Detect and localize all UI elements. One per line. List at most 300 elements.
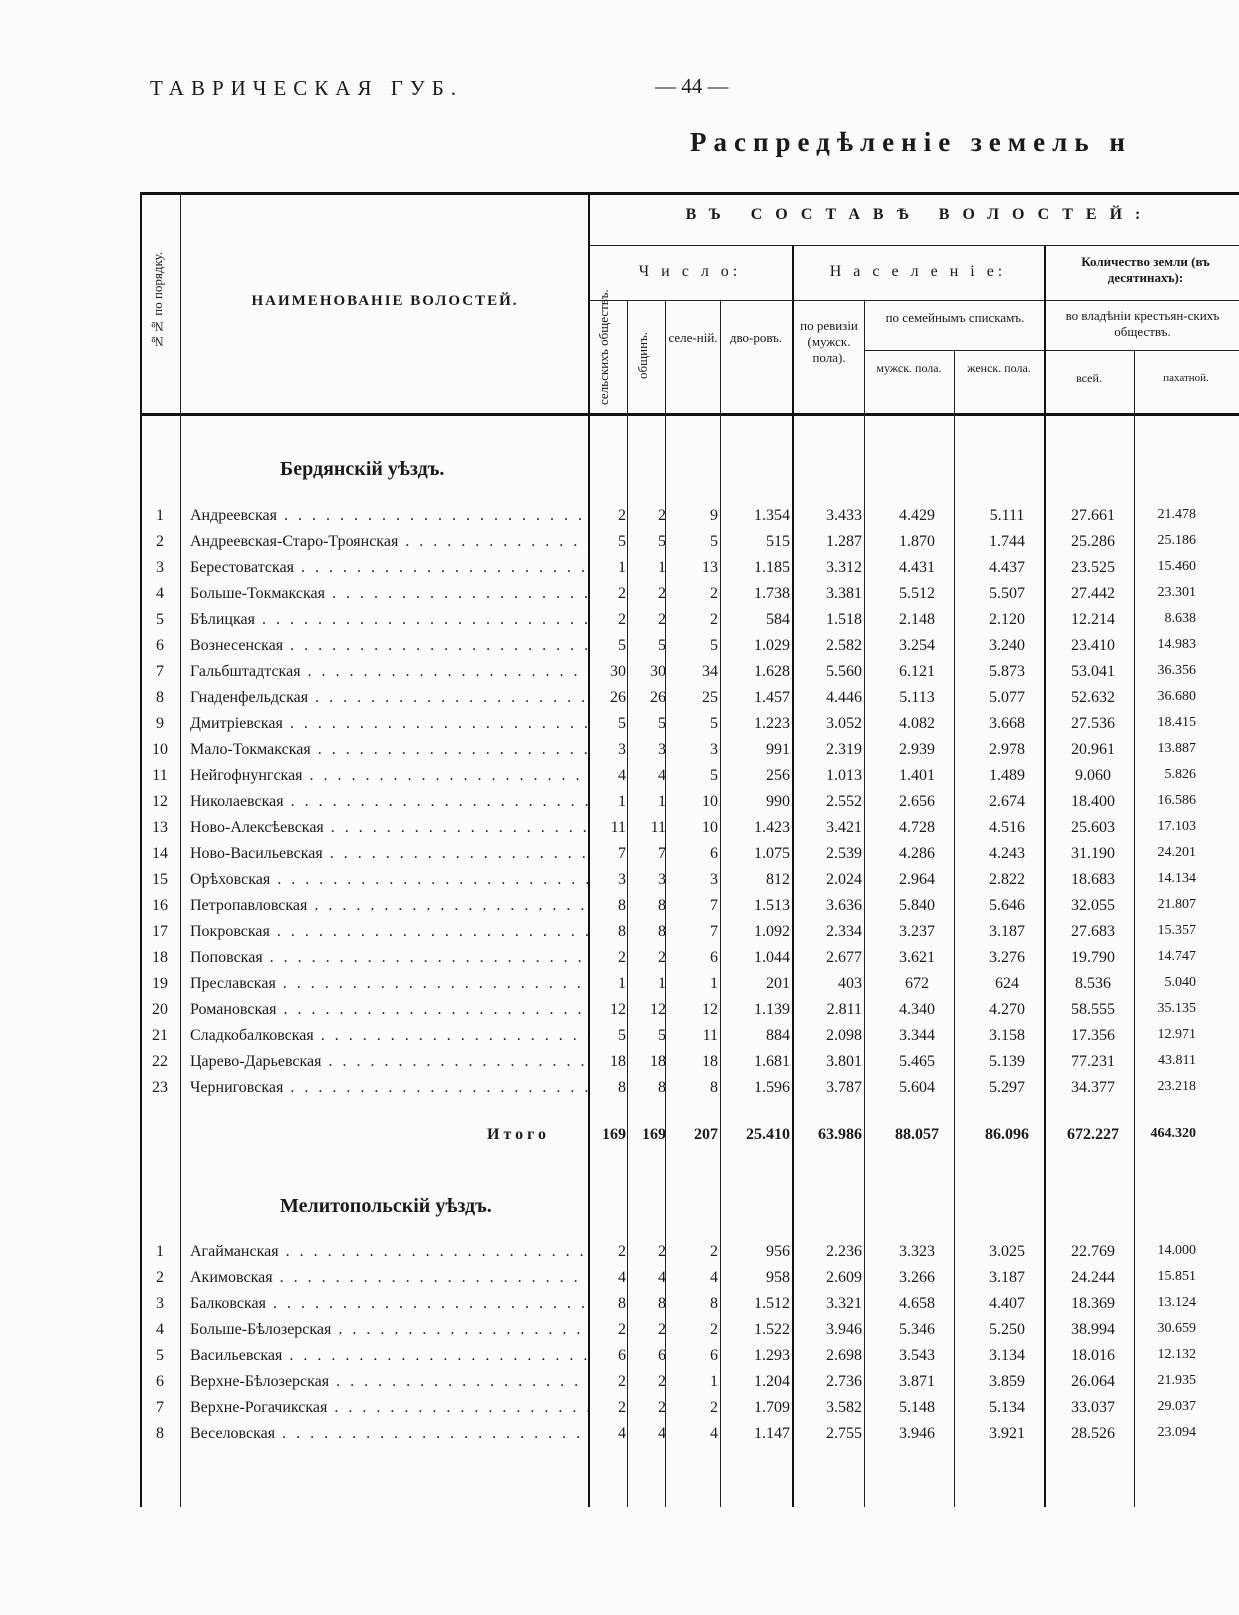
- villages: 6: [710, 949, 718, 966]
- households: 1.522: [754, 1321, 790, 1338]
- row-number: 8: [156, 1425, 164, 1442]
- table-row: [140, 923, 1239, 949]
- volost-name: Черниговская . . .: [190, 1079, 590, 1097]
- households: 1.513: [754, 897, 790, 914]
- villages: 6: [710, 845, 718, 862]
- revision-males: 2.552: [826, 793, 862, 810]
- volost-name: Ново-Васильевская . . .: [190, 845, 590, 863]
- rural-societies: 6: [618, 1347, 626, 1364]
- rural-societies: 11: [610, 819, 626, 836]
- land-arable: 43.811: [1158, 1053, 1196, 1068]
- family-males: 3.871: [899, 1373, 935, 1390]
- group-population-header: Н а с е л е н і е:: [829, 263, 1007, 280]
- revision-males: 2.582: [826, 637, 862, 654]
- table-row: [140, 1243, 1239, 1269]
- col-male-header: мужск. пола.: [876, 361, 942, 375]
- villages: 207: [694, 1126, 718, 1143]
- family-males: 4.658: [899, 1295, 935, 1312]
- volost-name: Царево-Дарьевская . . .: [190, 1053, 590, 1071]
- col-revision-header: по ревизіи (мужск. пола).: [800, 318, 858, 365]
- family-females: 3.134: [989, 1347, 1025, 1364]
- family-females: 4.270: [989, 1001, 1025, 1018]
- land-arable: 29.037: [1157, 1399, 1196, 1414]
- land-arable: 14.000: [1157, 1243, 1196, 1258]
- family-females: 2.978: [989, 741, 1025, 758]
- volost-name: Верхне-Рогачикская . . .: [190, 1399, 590, 1417]
- communes: 2: [658, 949, 666, 966]
- volost-name: Акимовская . . .: [190, 1269, 590, 1287]
- villages: 11: [702, 1027, 718, 1044]
- row-number: 1: [156, 1243, 164, 1260]
- communes: 2: [658, 1399, 666, 1416]
- land-arable: 21.935: [1157, 1373, 1196, 1388]
- rural-societies: 2: [618, 949, 626, 966]
- communes: 2: [658, 1373, 666, 1390]
- rural-societies: 5: [618, 1027, 626, 1044]
- volost-name: Романовская . . .: [190, 1001, 590, 1019]
- row-number: 15: [152, 871, 168, 888]
- communes: 26: [650, 689, 666, 706]
- communes: 2: [658, 1321, 666, 1338]
- table-row: [140, 1425, 1239, 1451]
- family-females: 3.276: [989, 949, 1025, 966]
- family-males: 3.266: [899, 1269, 935, 1286]
- row-number: 11: [152, 767, 168, 784]
- villages: 10: [702, 793, 718, 810]
- running-head: ТАВРИЧЕСКАЯ ГУБ.: [150, 76, 464, 100]
- volost-name: Васильевская . . .: [190, 1347, 590, 1365]
- family-females: 3.187: [989, 923, 1025, 940]
- land-arable: 25.186: [1157, 533, 1196, 548]
- households: 584: [766, 611, 790, 628]
- volost-name: Орѣховская . . .: [190, 871, 590, 889]
- villages: 2: [710, 611, 718, 628]
- family-males: 3.543: [899, 1347, 935, 1364]
- col-communes-header: общинъ.: [635, 331, 650, 379]
- communes: 3: [658, 871, 666, 888]
- table-row: [140, 663, 1239, 689]
- family-males: 4.429: [899, 507, 935, 524]
- table-row: [140, 819, 1239, 845]
- land-total: 25.603: [1071, 819, 1115, 836]
- revision-males: 3.801: [826, 1053, 862, 1070]
- table-row: [140, 793, 1239, 819]
- table-row: [140, 637, 1239, 663]
- volost-name: Сладкобалковская . . .: [190, 1027, 590, 1045]
- family-males: 4.340: [899, 1001, 935, 1018]
- households: 991: [766, 741, 790, 758]
- land-arable: 23.094: [1157, 1425, 1196, 1440]
- volost-name: Агайманская . . .: [190, 1243, 590, 1261]
- communes: 5: [658, 533, 666, 550]
- row-number: 6: [156, 637, 164, 654]
- households: 1.293: [754, 1347, 790, 1364]
- land-total: 38.994: [1071, 1321, 1115, 1338]
- row-number: 6: [156, 1373, 164, 1390]
- land-total: 58.555: [1071, 1001, 1115, 1018]
- family-males: 4.431: [899, 559, 935, 576]
- row-number: 3: [156, 1295, 164, 1312]
- revision-males: 2.024: [826, 871, 862, 888]
- family-males: 4.286: [899, 845, 935, 862]
- family-females: 3.187: [989, 1269, 1025, 1286]
- volost-name: Николаевская . . .: [190, 793, 590, 811]
- villages: 5: [710, 715, 718, 732]
- family-females: 4.516: [989, 819, 1025, 836]
- volost-name: Итого: [487, 1126, 550, 1143]
- communes: 8: [658, 1079, 666, 1096]
- family-males: 672: [905, 975, 929, 992]
- col-villages-header: селе-ній.: [668, 330, 718, 345]
- district-title: Мелитопольскій уѣздъ.: [280, 1195, 492, 1217]
- land-arable: 36.680: [1157, 689, 1196, 704]
- villages: 3: [710, 871, 718, 888]
- land-total: 18.400: [1071, 793, 1115, 810]
- rural-societies: 5: [618, 637, 626, 654]
- rural-societies: 2: [618, 611, 626, 628]
- land-arable: 30.659: [1157, 1321, 1196, 1336]
- family-females: 5.134: [989, 1399, 1025, 1416]
- family-males: 3.344: [899, 1027, 935, 1044]
- land-arable: 14.747: [1157, 949, 1196, 964]
- households: 1.681: [754, 1053, 790, 1070]
- volost-name: Бѣлицкая . . .: [190, 611, 590, 629]
- communes: 3: [658, 741, 666, 758]
- land-total: 19.790: [1071, 949, 1115, 966]
- rural-societies: 2: [618, 1321, 626, 1338]
- family-males: 1.870: [899, 533, 935, 550]
- revision-males: 3.421: [826, 819, 862, 836]
- land-arable: 15.357: [1157, 923, 1196, 938]
- villages: 6: [710, 1347, 718, 1364]
- family-males: 1.401: [899, 767, 935, 784]
- households: 990: [766, 793, 790, 810]
- land-total: 26.064: [1071, 1373, 1115, 1390]
- row-number: 18: [152, 949, 168, 966]
- villages: 5: [710, 767, 718, 784]
- table-row: [140, 949, 1239, 975]
- rural-societies: 169: [602, 1126, 626, 1143]
- villages: 5: [710, 637, 718, 654]
- revision-males: 3.787: [826, 1079, 862, 1096]
- row-number: 7: [156, 1399, 164, 1416]
- rural-societies: 4: [618, 767, 626, 784]
- row-number: 14: [152, 845, 168, 862]
- land-total: 9.060: [1075, 767, 1111, 784]
- communes: 2: [658, 507, 666, 524]
- land-total: 27.661: [1071, 507, 1115, 524]
- land-total: 53.041: [1071, 663, 1115, 680]
- family-females: 5.250: [989, 1321, 1025, 1338]
- rural-societies: 2: [618, 1399, 626, 1416]
- revision-males: 3.381: [826, 585, 862, 602]
- communes: 1: [658, 559, 666, 576]
- family-males: 2.148: [899, 611, 935, 628]
- family-females: 5.873: [989, 663, 1025, 680]
- communes: 4: [658, 1425, 666, 1442]
- row-number: 22: [152, 1053, 168, 1070]
- volost-name: Андреевская-Старо-Троянская . . .: [190, 533, 590, 551]
- table-row: [140, 1027, 1239, 1053]
- land-arable: 16.586: [1157, 793, 1196, 808]
- family-lists-header: по семейнымъ спискамъ.: [885, 310, 1025, 325]
- rural-societies: 12: [610, 1001, 626, 1018]
- table-row: [140, 585, 1239, 611]
- communes: 2: [658, 585, 666, 602]
- land-arable: 464.320: [1150, 1126, 1196, 1141]
- table-row: [140, 767, 1239, 793]
- family-females: 1.489: [989, 767, 1025, 784]
- land-arable: 12.971: [1157, 1027, 1196, 1042]
- row-number: 7: [156, 663, 164, 680]
- land-arable: 35.135: [1157, 1001, 1196, 1016]
- family-females: 4.243: [989, 845, 1025, 862]
- volost-name: Поповская . . .: [190, 949, 590, 967]
- households: 1.596: [754, 1079, 790, 1096]
- land-arable: 21.807: [1157, 897, 1196, 912]
- land-total: 8.536: [1075, 975, 1111, 992]
- rural-societies: 8: [618, 1079, 626, 1096]
- households: 1.709: [754, 1399, 790, 1416]
- table-row: [140, 715, 1239, 741]
- family-females: 3.921: [989, 1425, 1025, 1442]
- table-row: [140, 1347, 1239, 1373]
- revision-males: 2.539: [826, 845, 862, 862]
- volost-name: Вознесенская . . .: [190, 637, 590, 655]
- table-row: [140, 1399, 1239, 1425]
- family-females: 86.096: [985, 1126, 1029, 1143]
- land-total: 33.037: [1071, 1399, 1115, 1416]
- revision-males: 2.755: [826, 1425, 862, 1442]
- land-total: 672.227: [1067, 1126, 1119, 1143]
- family-males: 2.656: [899, 793, 935, 810]
- table-row: [140, 1079, 1239, 1105]
- group-count-header: Ч и с л о:: [638, 263, 742, 280]
- land-arable: 15.460: [1157, 559, 1196, 574]
- row-number: 20: [152, 1001, 168, 1018]
- land-total: 23.410: [1071, 637, 1115, 654]
- rural-societies: 2: [618, 1373, 626, 1390]
- communes: 4: [658, 767, 666, 784]
- table-row: [140, 741, 1239, 767]
- revision-males: 3.582: [826, 1399, 862, 1416]
- households: 1.204: [754, 1373, 790, 1390]
- communes: 8: [658, 923, 666, 940]
- volost-name: Андреевская . . .: [190, 507, 590, 525]
- villages: 9: [710, 507, 718, 524]
- land-arable: 5.040: [1164, 975, 1196, 990]
- households: 256: [766, 767, 790, 784]
- households: 1.354: [754, 507, 790, 524]
- family-males: 3.621: [899, 949, 935, 966]
- family-males: 5.512: [899, 585, 935, 602]
- revision-males: 4.446: [826, 689, 862, 706]
- rural-societies: 5: [618, 715, 626, 732]
- villages: 1: [710, 975, 718, 992]
- communes: 4: [658, 1269, 666, 1286]
- volost-name: Мало-Токмакская . . .: [190, 741, 590, 759]
- communes: 7: [658, 845, 666, 862]
- households: 812: [766, 871, 790, 888]
- villages: 1: [710, 1373, 718, 1390]
- rural-societies: 8: [618, 897, 626, 914]
- land-total: 18.369: [1071, 1295, 1115, 1312]
- rural-societies: 30: [610, 663, 626, 680]
- land-arable: 23.301: [1157, 585, 1196, 600]
- rural-societies: 1: [618, 559, 626, 576]
- land-total: 22.769: [1071, 1243, 1115, 1260]
- row-number: 2: [156, 1269, 164, 1286]
- households: 1.075: [754, 845, 790, 862]
- villages: 8: [710, 1295, 718, 1312]
- table-row: [140, 533, 1239, 559]
- revision-males: 3.312: [826, 559, 862, 576]
- villages: 12: [702, 1001, 718, 1018]
- villages: 5: [710, 533, 718, 550]
- rural-societies: 1: [618, 975, 626, 992]
- land-arable: 17.103: [1157, 819, 1196, 834]
- revision-males: 403: [838, 975, 862, 992]
- rural-societies: 8: [618, 1295, 626, 1312]
- communes: 2: [658, 1243, 666, 1260]
- households: 1.139: [754, 1001, 790, 1018]
- family-females: 1.744: [989, 533, 1025, 550]
- communes: 5: [658, 715, 666, 732]
- family-females: 3.240: [989, 637, 1025, 654]
- rural-societies: 2: [618, 1243, 626, 1260]
- revision-males: 3.433: [826, 507, 862, 524]
- land-total: 77.231: [1071, 1053, 1115, 1070]
- rural-societies: 2: [618, 585, 626, 602]
- table-row: [140, 1321, 1239, 1347]
- households: 1.512: [754, 1295, 790, 1312]
- revision-males: 3.321: [826, 1295, 862, 1312]
- revision-males: 3.946: [826, 1321, 862, 1338]
- revision-males: 5.560: [826, 663, 862, 680]
- villages: 4: [710, 1425, 718, 1442]
- family-females: 3.158: [989, 1027, 1025, 1044]
- land-total: 23.525: [1071, 559, 1115, 576]
- group-main-header: ВЪ СОСТАВѢ ВОЛОСТЕЙ:: [685, 206, 1154, 223]
- table-row: [140, 1295, 1239, 1321]
- revision-males: 2.609: [826, 1269, 862, 1286]
- revision-males: 2.698: [826, 1347, 862, 1364]
- households: 515: [766, 533, 790, 550]
- communes: 8: [658, 1295, 666, 1312]
- households: 1.185: [754, 559, 790, 576]
- rural-societies: 7: [618, 845, 626, 862]
- col-female-header: женск. пола.: [967, 361, 1031, 375]
- peasant-owned-header: во владѣніи крестьян-скихъ обществъ.: [1065, 308, 1220, 339]
- land-arable: 5.826: [1164, 767, 1196, 782]
- district-title: Бердянскій уѣздъ.: [280, 458, 445, 480]
- family-males: 3.946: [899, 1425, 935, 1442]
- communes: 2: [658, 611, 666, 628]
- land-total: 18.016: [1071, 1347, 1115, 1364]
- family-males: 5.346: [899, 1321, 935, 1338]
- row-number: 1: [156, 507, 164, 524]
- revision-males: 1.287: [826, 533, 862, 550]
- section-title: Распредѣленіе земель н: [690, 127, 1132, 157]
- family-males: 88.057: [895, 1126, 939, 1143]
- total-row: [140, 1126, 1239, 1152]
- family-males: 6.121: [899, 663, 935, 680]
- family-males: 5.840: [899, 897, 935, 914]
- family-males: 3.237: [899, 923, 935, 940]
- rural-societies: 26: [610, 689, 626, 706]
- households: 1.628: [754, 663, 790, 680]
- households: 1.092: [754, 923, 790, 940]
- rural-societies: 3: [618, 741, 626, 758]
- table-row: [140, 1269, 1239, 1295]
- rural-societies: 4: [618, 1425, 626, 1442]
- land-arable: 14.983: [1157, 637, 1196, 652]
- row-number: 2: [156, 533, 164, 550]
- family-females: 5.077: [989, 689, 1025, 706]
- family-females: 4.407: [989, 1295, 1025, 1312]
- col-arable-header: пахатной.: [1163, 372, 1209, 384]
- col-total-land-header: всей.: [1076, 371, 1102, 385]
- volost-name: Нейгофнунгская . . .: [190, 767, 590, 785]
- communes: 6: [658, 1347, 666, 1364]
- family-females: 2.120: [989, 611, 1025, 628]
- villages: 3: [710, 741, 718, 758]
- family-males: 3.254: [899, 637, 935, 654]
- page-number: — 44 —: [655, 74, 729, 98]
- row-number: 23: [152, 1079, 168, 1096]
- volost-name: Петропавловская . . .: [190, 897, 590, 915]
- family-females: 5.297: [989, 1079, 1025, 1096]
- villages: 2: [710, 585, 718, 602]
- communes: 18: [650, 1053, 666, 1070]
- family-males: 2.964: [899, 871, 935, 888]
- revision-males: 1.013: [826, 767, 862, 784]
- row-number: 9: [156, 715, 164, 732]
- revision-males: 2.736: [826, 1373, 862, 1390]
- family-females: 3.859: [989, 1373, 1025, 1390]
- households: 201: [766, 975, 790, 992]
- land-total: 18.683: [1071, 871, 1115, 888]
- communes: 1: [658, 793, 666, 810]
- rural-societies: 5: [618, 533, 626, 550]
- row-number: 16: [152, 897, 168, 914]
- table-row: [140, 689, 1239, 715]
- villages: 13: [702, 559, 718, 576]
- family-males: 5.604: [899, 1079, 935, 1096]
- revision-males: 2.098: [826, 1027, 862, 1044]
- row-number: 10: [152, 741, 168, 758]
- land-total: 52.632: [1071, 689, 1115, 706]
- households: 1.223: [754, 715, 790, 732]
- family-females: 3.668: [989, 715, 1025, 732]
- table-row: [140, 1001, 1239, 1027]
- land-total: 25.286: [1071, 533, 1115, 550]
- villages: 2: [710, 1399, 718, 1416]
- communes: 12: [650, 1001, 666, 1018]
- communes: 5: [658, 637, 666, 654]
- villages: 34: [702, 663, 718, 680]
- communes: 11: [650, 819, 666, 836]
- households: 1.738: [754, 585, 790, 602]
- land-total: 32.055: [1071, 897, 1115, 914]
- family-males: 5.113: [899, 689, 935, 706]
- land-arable: 14.134: [1157, 871, 1196, 886]
- revision-males: 2.236: [826, 1243, 862, 1260]
- land-arable: 18.415: [1157, 715, 1196, 730]
- households: 1.147: [754, 1425, 790, 1442]
- land-arable: 12.132: [1157, 1347, 1196, 1362]
- households: 884: [766, 1027, 790, 1044]
